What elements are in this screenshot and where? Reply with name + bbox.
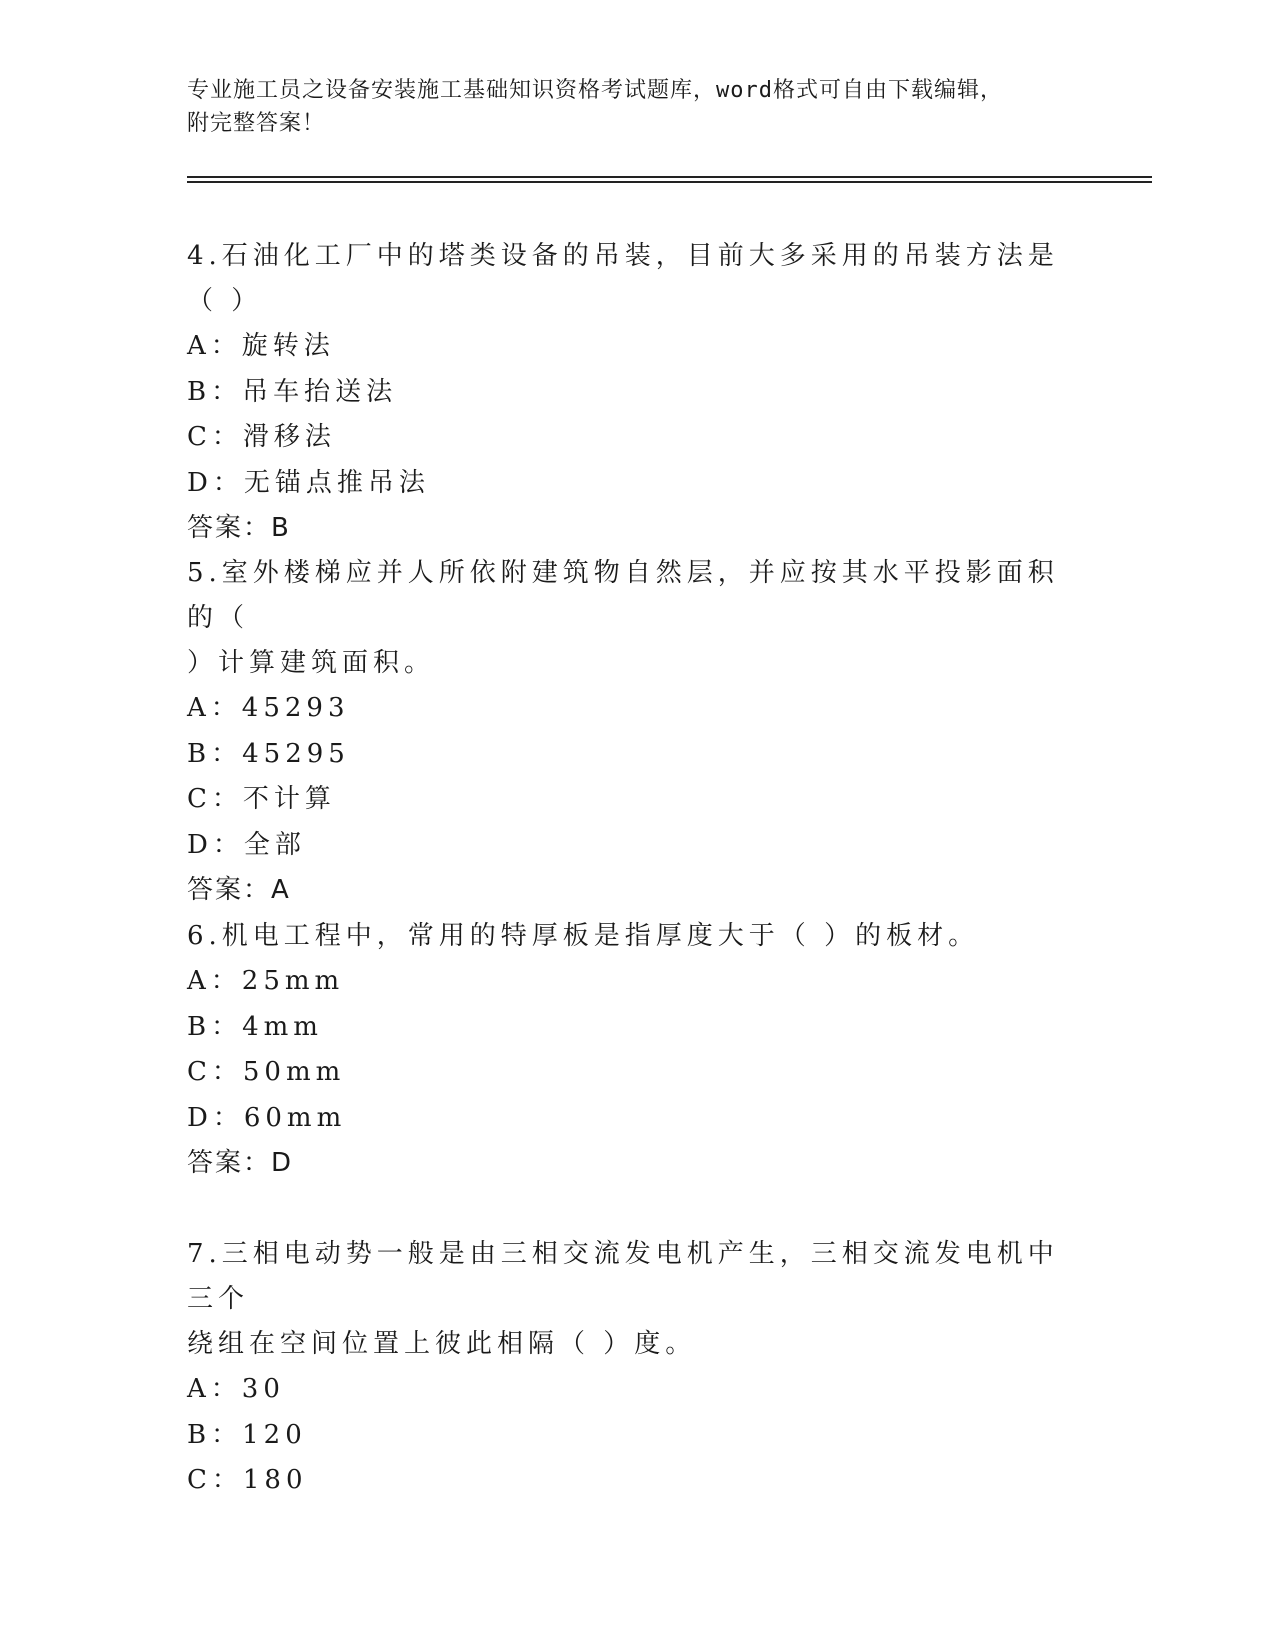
header-line-2: 附完整答案！ <box>187 111 326 136</box>
option-d: D：60mm <box>187 1102 347 1133</box>
question-5 <box>187 551 1067 913</box>
option-c: C：滑移法 <box>187 422 336 452</box>
option-c: C：不计算 <box>187 784 336 814</box>
question-6 <box>187 914 1067 1186</box>
answer: 答案：D <box>187 1148 294 1178</box>
document-header <box>187 74 1067 140</box>
question-stem-line-2: 绕组在空间位置上彼此相隔（ ）度。 <box>187 1329 697 1359</box>
question-stem-line-1: 7.三相电动势一般是由三相交流发电机产生，三相交流发电机中三个 <box>187 1239 1059 1314</box>
option-a: A：旋转法 <box>187 331 335 361</box>
header-line-1: 专业施工员之设备安装施工基础知识资格考试题库，word格式可自由下载编辑， <box>187 78 1003 103</box>
question-stem-line-2: ）计算建筑面积。 <box>187 648 436 678</box>
option-b: B：45295 <box>187 738 350 769</box>
header-divider-top <box>187 176 1152 178</box>
option-c: C：50mm <box>187 1057 346 1087</box>
answer: 答案：A <box>187 875 291 905</box>
option-c: C：180 <box>187 1465 308 1495</box>
option-a: A：25mm <box>187 966 345 996</box>
question-4 <box>187 234 1067 551</box>
option-b: B：120 <box>187 1419 307 1450</box>
question-7 <box>187 1232 1067 1504</box>
option-b: B：4mm <box>187 1011 323 1042</box>
header-divider-bottom <box>187 181 1152 183</box>
option-d: D：全部 <box>187 829 306 860</box>
question-stem: 4.石油化工厂中的塔类设备的吊装，目前大多采用的吊装方法是（ ） <box>187 241 1059 316</box>
option-d: D：无锚点推吊法 <box>187 467 430 498</box>
question-stem: 6.机电工程中，常用的特厚板是指厚度大于（ ）的板材。 <box>187 921 980 951</box>
question-stem-line-1: 5.室外楼梯应并人所依附建筑物自然层，并应按其水平投影面积的（ <box>187 558 1059 633</box>
answer: 答案：B <box>187 513 291 543</box>
option-b: B：吊车抬送法 <box>187 376 398 407</box>
option-a: A：45293 <box>187 693 350 723</box>
option-a: A：30 <box>187 1374 285 1404</box>
